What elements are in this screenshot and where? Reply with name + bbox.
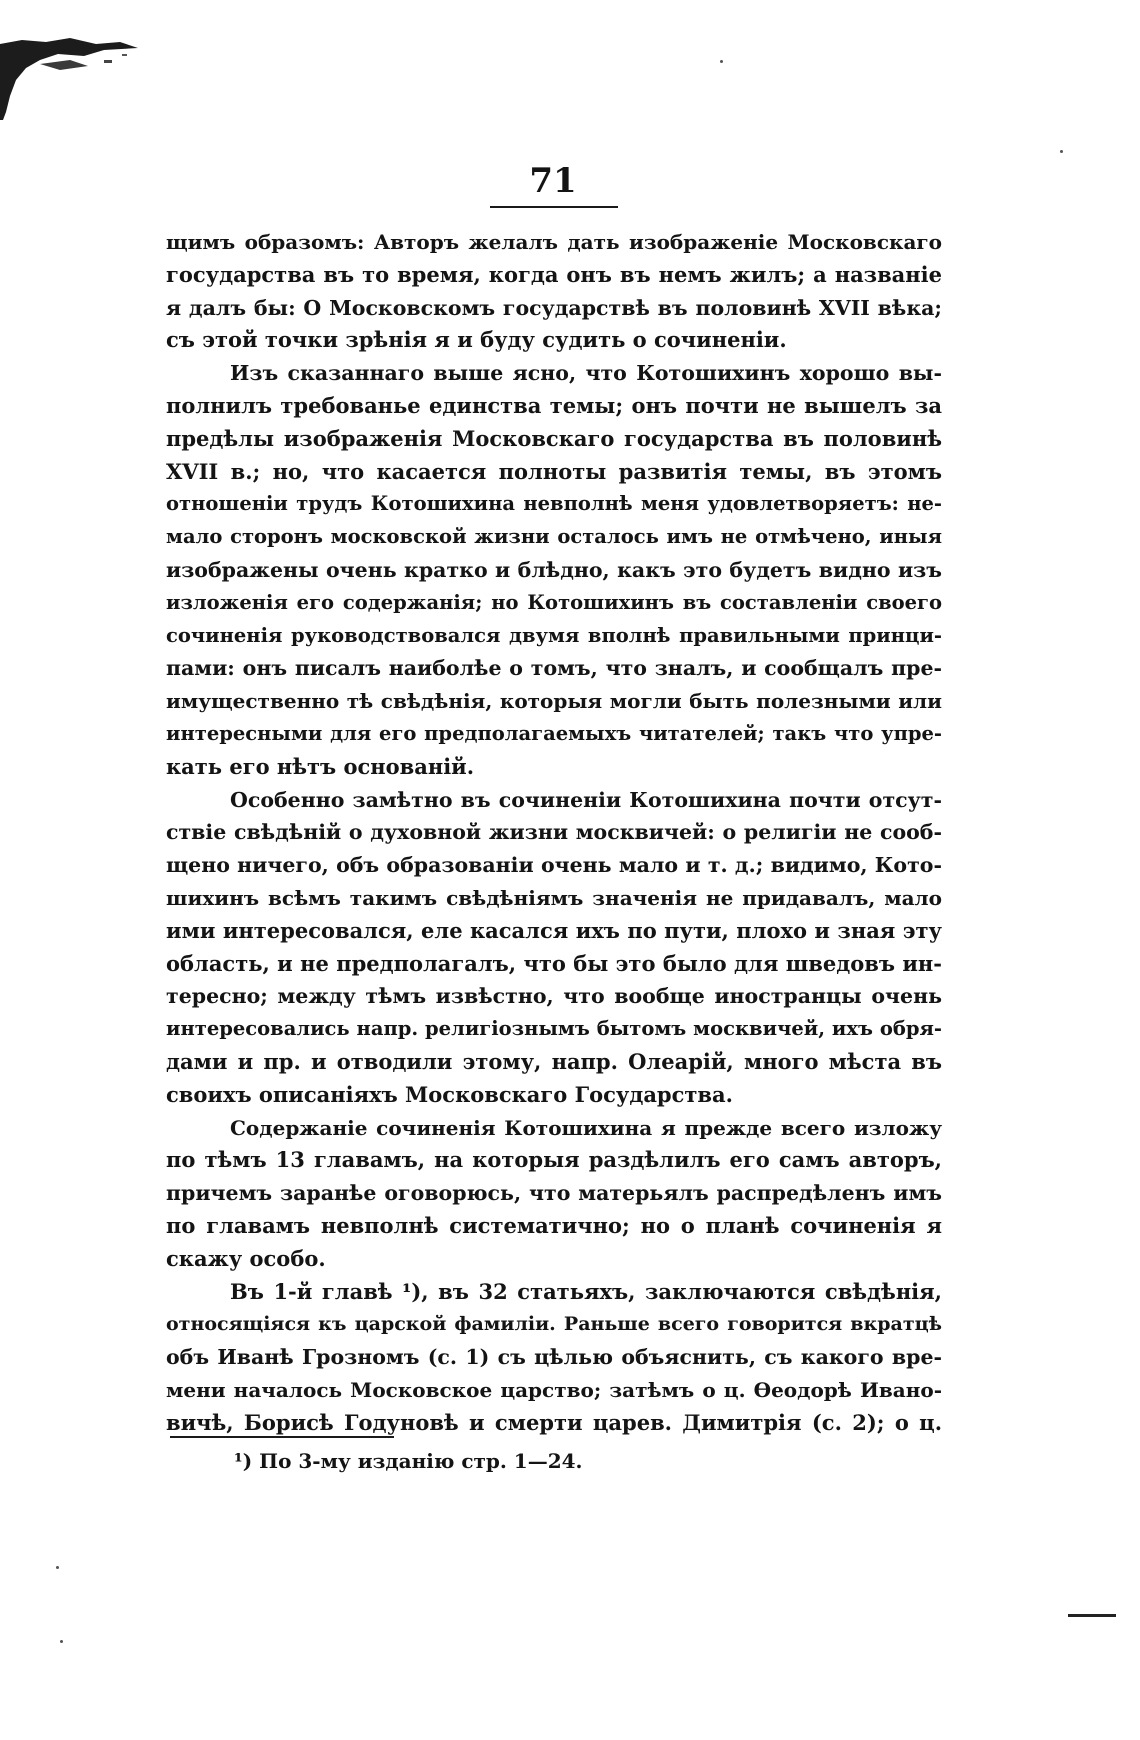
text-line: государства въ то время, когда онъ въ немъ жилъ; а названіе xyxy=(166,261,942,287)
scan-speck xyxy=(60,1640,63,1643)
text-line: XVII в.; но, что касается полноты развитія темы, въ этомъ xyxy=(166,458,942,484)
text-line: мени началось Московское царство; затѣмъ о ц. Ѳеодорѣ Ивано- xyxy=(166,1377,942,1402)
text-line: я далъ бы: О Московскомъ государствѣ въ половинѣ XVII вѣка; xyxy=(166,295,942,320)
text-line: область, и не предполагалъ, что бы это было для шведовъ ин- xyxy=(166,950,942,976)
page-number: 71 xyxy=(529,161,577,201)
footnote: ¹) По 3-му изданію стр. 1—24. xyxy=(234,1449,583,1473)
text-line: интересовались напр. религіознымъ бытомъ москвичей, ихъ обря- xyxy=(166,1017,942,1041)
text-line: объ Иванѣ Грозномъ (с. 1) съ цѣлью объяснить, съ какого вре- xyxy=(166,1345,942,1370)
text-line: пами: онъ писалъ наиболѣе о томъ, что зналъ, и сообщалъ пре- xyxy=(166,656,942,681)
text-line: по тѣмъ 13 главамъ, на которыя раздѣлилъ его самъ авторъ, xyxy=(166,1147,942,1173)
scan-speck xyxy=(56,1566,59,1569)
text-line: ими интересовался, еле касался ихъ по пути, плохо и зная эту xyxy=(166,917,942,943)
text-line: кать его нѣтъ основаній. xyxy=(166,753,475,779)
text-line: Изъ сказаннаго выше ясно, что Котошихинъ хорошо вы- xyxy=(230,361,942,386)
text-line: имущественно тѣ свѣдѣнія, которыя могли быть полезными или xyxy=(166,689,942,714)
text-line: ствіе свѣдѣній о духовной жизни москвичей: о религіи не сооб- xyxy=(166,820,942,845)
scan-corner-mark xyxy=(0,30,150,120)
text-line: изложенія его содержанія; но Котошихинъ въ составленіи своего xyxy=(166,590,942,614)
text-line: тересно; между тѣмъ извѣстно, что вообще иностранцы очень xyxy=(166,984,942,1009)
body-text xyxy=(166,226,942,1439)
text-line: изображены очень кратко и блѣдно, какъ это будетъ видно изъ xyxy=(166,557,942,582)
text-line: Въ 1-й главѣ ¹), въ 32 статьяхъ, заключаются свѣдѣнія, xyxy=(230,1278,942,1304)
text-line: предѣлы изображенія Московскаго государства въ половинѣ xyxy=(166,425,942,451)
text-line: своихъ описаніяхъ Московскаго Государства. xyxy=(166,1081,733,1107)
text-line: причемъ заранѣе оговорюсь, что матерьялъ распредѣленъ имъ xyxy=(166,1181,942,1206)
text-line: сочиненія руководствовался двумя вполнѣ правильными принци- xyxy=(166,623,942,647)
text-line: щено ничего, объ образованіи очень мало и т. д.; видимо, Кото- xyxy=(166,853,942,878)
text-line: по главамъ невполнѣ систематично; но о планѣ сочиненія я xyxy=(166,1212,942,1238)
footnote-rule xyxy=(170,1436,394,1438)
text-line: вичѣ, Борисѣ Годуновѣ и смерти царев. Димитрія (с. 2); о ц. xyxy=(166,1409,942,1435)
text-line: полнилъ требованье единства темы; онъ почти не вышелъ за xyxy=(166,392,942,418)
scan-edge-mark xyxy=(1068,1614,1116,1617)
text-line: относящіяся къ царской фамиліи. Раньше всего говорится вкратцѣ xyxy=(166,1313,942,1336)
text-line: отношеніи трудъ Котошихина невполнѣ меня удовлетворяетъ: не- xyxy=(166,492,942,516)
text-line: Особенно замѣтно въ сочиненіи Котошихина почти отсут- xyxy=(230,787,942,812)
page-number-rule xyxy=(490,206,618,208)
scan-speck xyxy=(720,60,723,63)
text-line: Содержаніе сочиненія Котошихина я прежде всего изложу xyxy=(230,1115,942,1140)
text-line: съ этой точки зрѣнія я и буду судить о сочиненіи. xyxy=(166,327,787,353)
text-line: шихинъ всѣмъ такимъ свѣдѣніямъ значенія не придавалъ, мало xyxy=(166,885,942,910)
text-line: мало сторонъ московской жизни осталось имъ не отмѣчено, иныя xyxy=(166,525,942,549)
text-line: дами и пр. и отводили этому, напр. Олеарій, много мѣста въ xyxy=(166,1048,942,1074)
text-line: скажу особо. xyxy=(166,1245,326,1271)
text-line: щимъ образомъ: Авторъ желалъ дать изображеніе Московскаго xyxy=(166,230,942,254)
text-line: интересными для его предполагаемыхъ читателей; такъ что упре- xyxy=(166,721,942,745)
scan-speck xyxy=(1060,150,1063,153)
